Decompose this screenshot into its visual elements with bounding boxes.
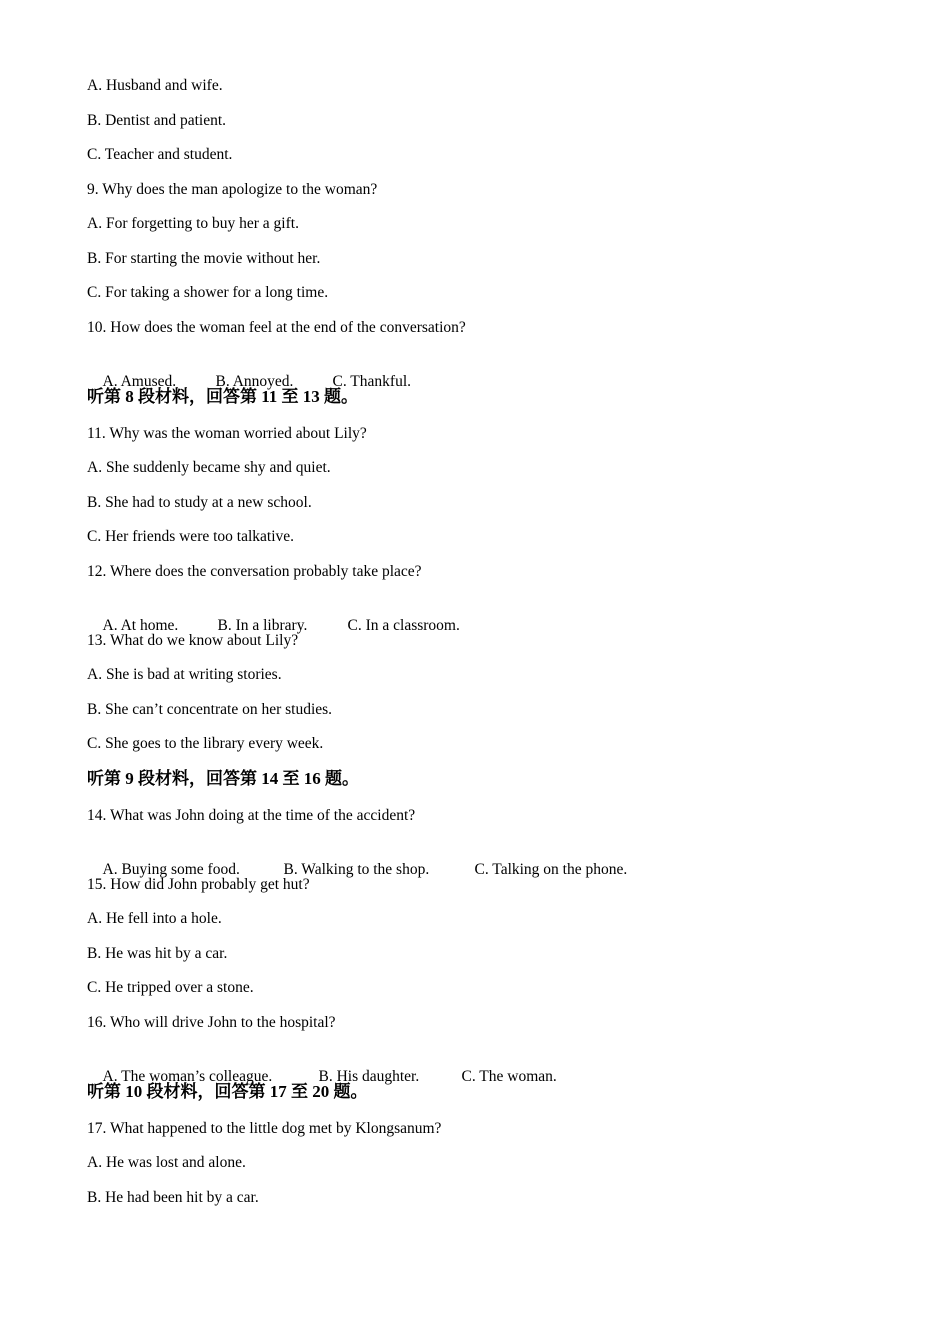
question-13: 13. What do we know about Lily? <box>87 632 299 649</box>
option-line: B. Dentist and patient. <box>87 112 227 129</box>
option-b: B. Annoyed. <box>215 373 294 390</box>
section-heading: 听第 10 段材料，回答第 17 至 20 题。 <box>87 1082 368 1101</box>
option-line: C. She goes to the library every week. <box>87 735 324 752</box>
question-16: 16. Who will drive John to the hospital? <box>87 1014 336 1031</box>
option-line: C. Her friends were too talkative. <box>87 528 295 545</box>
option-line: B. He had been hit by a car. <box>87 1189 259 1206</box>
option-line: A. She is bad at writing stories. <box>87 666 282 683</box>
option-line: A. He fell into a hole. <box>87 910 222 927</box>
question-15: 15. How did John probably get hut? <box>87 876 310 893</box>
option-line: A. For forgetting to buy her a gift. <box>87 215 299 232</box>
option-line: C. For taking a shower for a long time. <box>87 284 329 301</box>
question-17: 17. What happened to the little dog met by Klongsanum? <box>87 1120 442 1137</box>
option-line: A. He was lost and alone. <box>87 1154 246 1171</box>
option-c: C. The woman. <box>461 1068 557 1085</box>
option-a: A. At home. <box>102 617 179 634</box>
option-c: C. Thankful. <box>332 373 411 390</box>
question-11: 11. Why was the woman worried about Lily? <box>87 425 367 442</box>
question-10: 10. How does the woman feel at the end of the conversation? <box>87 319 466 336</box>
question-9: 9. Why does the man apologize to the woman? <box>87 181 378 198</box>
option-c: C. In a classroom. <box>347 617 460 634</box>
option-c: C. Talking on the phone. <box>474 861 628 878</box>
option-line: B. He was hit by a car. <box>87 945 228 962</box>
option-line: B. For starting the movie without her. <box>87 250 321 267</box>
option-a: A. Amused. <box>102 373 177 390</box>
option-line: B. She can’t concentrate on her studies. <box>87 701 333 718</box>
option-line: A. She suddenly became shy and quiet. <box>87 459 331 476</box>
option-line: C. He tripped over a stone. <box>87 979 254 996</box>
option-b: B. Walking to the shop. <box>283 861 430 878</box>
option-a: A. Buying some food. <box>102 861 240 878</box>
option-line: C. Teacher and student. <box>87 146 233 163</box>
section-heading: 听第 8 段材料，回答第 11 至 13 题。 <box>87 387 359 406</box>
question-12: 12. Where does the conversation probably take place? <box>87 563 422 580</box>
question-14: 14. What was John doing at the time of the accident? <box>87 807 416 824</box>
option-b: B. In a library. <box>217 617 308 634</box>
option-line: B. She had to study at a new school. <box>87 494 312 511</box>
option-a: A. The woman’s colleague. <box>102 1068 273 1085</box>
option-line: A. Husband and wife. <box>87 77 223 94</box>
section-heading: 听第 9 段材料，回答第 14 至 16 题。 <box>87 769 359 788</box>
option-b: B. His daughter. <box>318 1068 420 1085</box>
